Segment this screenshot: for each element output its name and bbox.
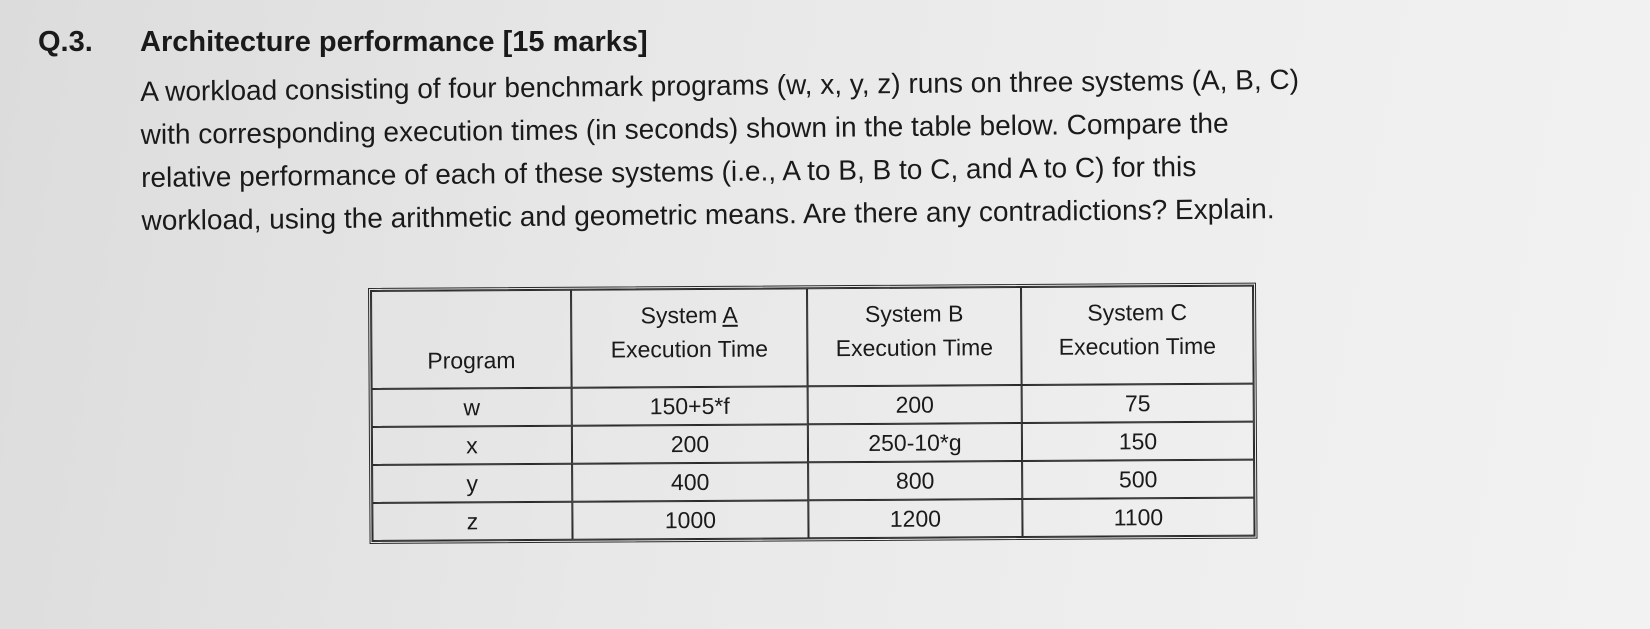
cell-system-c: 1100 (1022, 498, 1254, 537)
cell-system-b: 250-10*g (808, 423, 1022, 462)
table-row (372, 384, 1254, 427)
cell-program: w (372, 388, 572, 427)
cell-program: y (372, 464, 572, 503)
cell-system-a: 150+5*f (572, 386, 808, 425)
header-system-c-label: System C (1087, 298, 1188, 326)
question-body-line: with corresponding execution times (in seconds) shown in the table below. Compare the (140, 107, 1229, 150)
execution-time-table (368, 283, 1258, 544)
header-system-b (807, 287, 1022, 386)
question-body (140, 56, 1472, 242)
header-system-c (1021, 286, 1254, 385)
cell-system-a: 1000 (572, 500, 808, 539)
header-system-c-subtitle: Execution Time (1058, 332, 1217, 360)
table-row (372, 498, 1254, 541)
cell-program: z (372, 502, 572, 541)
cell-system-c: 500 (1022, 460, 1254, 499)
header-system-a-subtitle: Execution Time (610, 335, 769, 363)
question-number: Q.3. (38, 26, 93, 58)
cell-system-b: 200 (808, 385, 1022, 424)
cell-system-a: 200 (572, 424, 808, 463)
table-row (372, 460, 1254, 503)
cell-system-c: 150 (1022, 422, 1254, 461)
question-body-line: relative performance of each of these systems (i.e., A to B, B to C, and A to C) for this (140, 150, 1197, 193)
cell-system-b: 1200 (808, 499, 1022, 538)
header-system-a-label: System (640, 301, 723, 329)
header-system-b-label: System B (864, 300, 964, 327)
question-title: Architecture performance [15 marks] (140, 26, 648, 58)
header-system-a (571, 288, 808, 387)
cell-system-a: 400 (572, 462, 808, 501)
table-row (372, 422, 1254, 465)
cell-system-b: 800 (808, 461, 1022, 500)
cell-system-c: 75 (1022, 384, 1254, 423)
question-body-line: workload, using the arithmetic and geometric means. Are there any contradictions? Explain. (141, 193, 1275, 236)
cell-program: x (372, 426, 572, 465)
execution-time-table-wrapper (368, 283, 1258, 544)
header-system-b-subtitle: Execution Time (835, 334, 994, 362)
header-program: Program (371, 290, 572, 389)
header-system-a-letter: A (722, 301, 738, 328)
question-body-line: A workload consisting of four benchmark programs (w, x, y, z) runs on three systems (A, B, C) (140, 63, 1300, 107)
table-header-row (371, 286, 1254, 389)
